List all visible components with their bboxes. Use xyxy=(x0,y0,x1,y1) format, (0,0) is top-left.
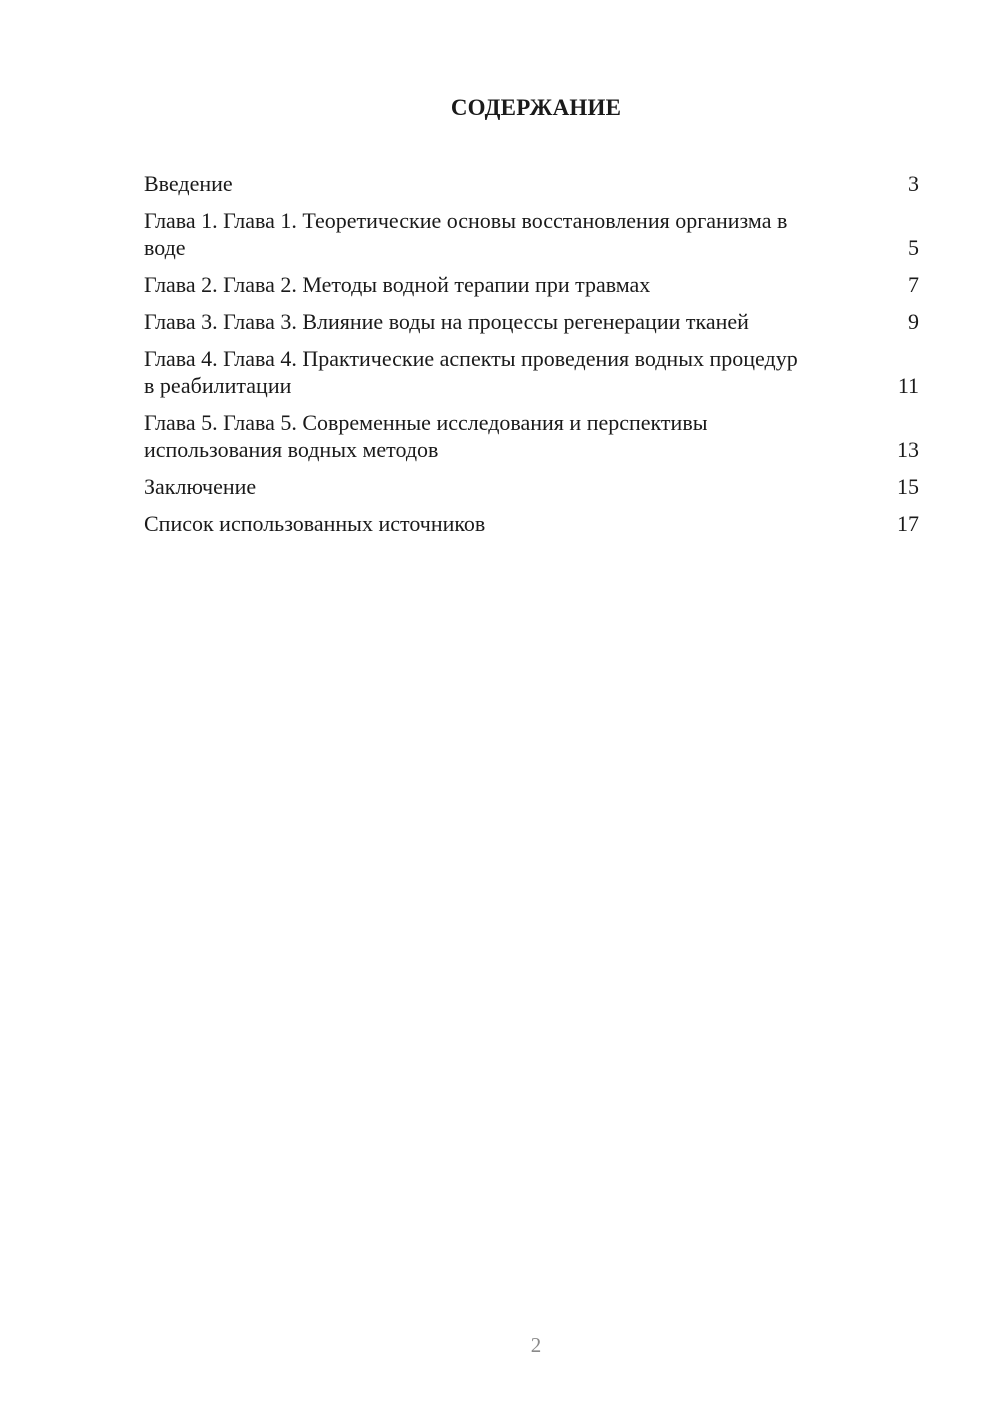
toc-entry-page: 11 xyxy=(897,373,919,398)
toc-entry-page: 9 xyxy=(908,309,919,334)
toc-entry-page: 17 xyxy=(897,511,919,536)
toc-entry-page: 15 xyxy=(897,474,919,499)
toc-entry-label: Глава 1. Глава 1. Теоретические основы восстановления организма в воде xyxy=(144,208,788,260)
page-number: 2 xyxy=(530,1333,542,1357)
toc-entry-introduction xyxy=(144,170,919,197)
toc-list xyxy=(144,170,919,547)
toc-entry-page: 5 xyxy=(908,235,919,260)
toc-entry-chapter-4 xyxy=(144,345,919,399)
toc-entry-label: Глава 5. Глава 5. Современные исследования и перспективы использования водных методов xyxy=(144,410,708,462)
toc-entry-page: 7 xyxy=(908,272,919,297)
toc-entry-page: 3 xyxy=(908,171,919,196)
toc-entry-page: 13 xyxy=(897,437,919,462)
toc-entry-label: Список использованных источников xyxy=(144,511,486,536)
toc-entry-label: Глава 2. Глава 2. Методы водной терапии при травмах xyxy=(144,272,651,297)
toc-entry-chapter-2 xyxy=(144,271,919,298)
toc-entry-chapter-1 xyxy=(144,207,919,261)
toc-title: СОДЕРЖАНИЕ xyxy=(450,95,622,120)
toc-entry-references xyxy=(144,510,919,537)
toc-entry-label: Глава 3. Глава 3. Влияние воды на процессы регенерации тканей xyxy=(144,309,749,334)
toc-entry-label: Введение xyxy=(144,171,233,196)
toc-entry-label: Заключение xyxy=(144,474,257,499)
toc-entry-conclusion xyxy=(144,473,919,500)
toc-entry-chapter-3 xyxy=(144,308,919,335)
toc-entry-label: Глава 4. Глава 4. Практические аспекты проведения водных процедур в реабилитации xyxy=(144,346,798,398)
toc-entry-chapter-5 xyxy=(144,409,919,463)
